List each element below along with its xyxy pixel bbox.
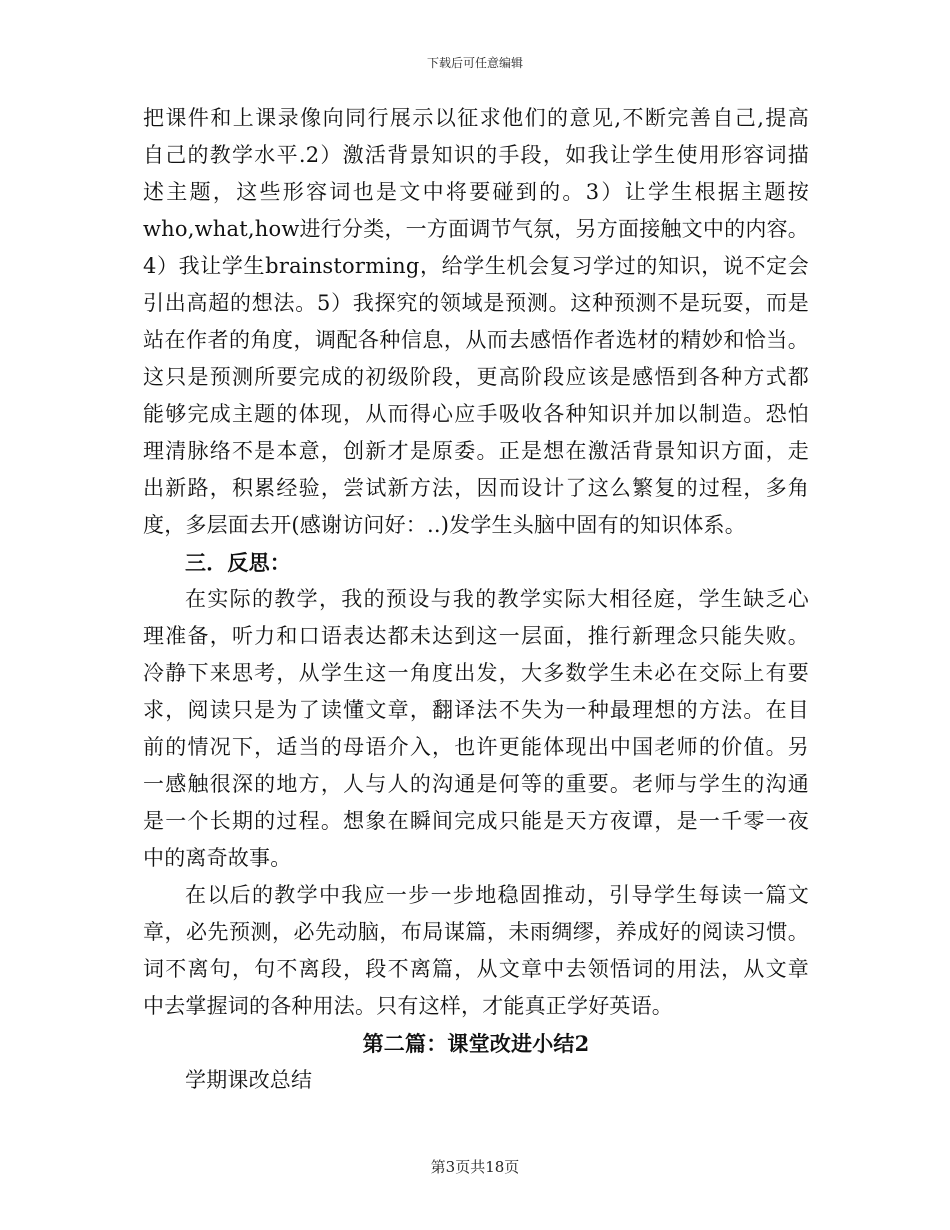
text-line: 4）我让学生brainstorming，给学生机会复习学过的知识，说不定会 (143, 254, 809, 278)
text-line: 冷静下来思考，从学生这一角度出发，大多数学生未必在交际上有要 (143, 661, 809, 685)
text-line: 一感触很深的地方，人与人的沟通是何等的重要。老师与学生的沟通 (143, 772, 809, 796)
header-note: 下载后可任意编辑 (426, 56, 523, 70)
text-line: 中去掌握词的各种用法。只有这样，才能真正学好英语。 (143, 994, 673, 1018)
text-line: 理清脉络不是本意，创新才是原委。正是想在激活背景知识方面，走 (143, 439, 809, 463)
text-line: 词不离句，句不离段，段不离篇，从文章中去领悟词的用法，从文章 (143, 957, 809, 981)
paragraph-2 (143, 581, 809, 877)
text-line: who,what,how进行分类，一方面调节气氛，另方面接触文中的内容。 (143, 217, 809, 241)
text-line: 中的离奇故事。 (143, 846, 292, 870)
text-line: 引出高超的想法。5）我探究的领域是预测。这种预测不是玩耍，而是 (143, 291, 809, 315)
text-line: 理准备，听力和口语表达都未达到这一层面，推行新理念只能失败。 (143, 624, 809, 648)
text-line: 站在作者的角度，调配各种信息，从而去感悟作者选材的精妙和恰当。 (143, 328, 809, 352)
page-footer: 第3页共18页 (430, 1158, 520, 1176)
text-line: 出新路，积累经验，尝试新方法，因而设计了这么繁复的过程，多角 (143, 476, 809, 500)
text-line: 前的情况下，适当的母语介入，也许更能体现出中国老师的价值。另 (143, 735, 809, 759)
text-line: 在以后的教学中我应一步一步地稳固推动，引导学生每读一篇文 (185, 883, 809, 907)
text-line: 章，必先预测，必先动脑，布局谋篇，未雨绸缪，养成好的阅读习惯。 (143, 920, 809, 944)
text-line: 能够完成主题的体现，从而得心应手吸收各种知识并加以制造。恐怕 (143, 402, 809, 426)
text-line: 求，阅读只是为了读懂文章，翻译法不失为一种最理想的方法。在目 (143, 698, 809, 722)
text-line: 度，多层面去开(感谢访问好：..)发学生头脑中固有的知识体系。 (143, 513, 746, 537)
chapter-title: 第二篇：课堂改进小结2 (362, 1031, 590, 1056)
paragraph-3 (143, 877, 809, 1025)
section-heading: 三．反思： (185, 550, 291, 575)
paragraph-1 (143, 100, 809, 544)
text-line: 是一个长期的过程。想象在瞬间完成只能是天方夜谭，是一千零一夜 (143, 809, 809, 833)
subtitle-line: 学期课改总结 (185, 1068, 313, 1092)
text-line: 把课件和上课录像向同行展示以征求他们的意见,不断完善自己,提高 (143, 106, 809, 130)
text-line: 自己的教学水平.2）激活背景知识的手段，如我让学生使用形容词描 (143, 143, 809, 167)
text-line: 述主题，这些形容词也是文中将要碰到的。3）让学生根据主题按 (143, 180, 809, 204)
document-body (143, 100, 809, 1099)
text-line: 这只是预测所要完成的初级阶段，更高阶段应该是感悟到各种方式都 (143, 365, 809, 389)
text-line: 在实际的教学，我的预设与我的教学实际大相径庭，学生缺乏心 (185, 587, 809, 611)
